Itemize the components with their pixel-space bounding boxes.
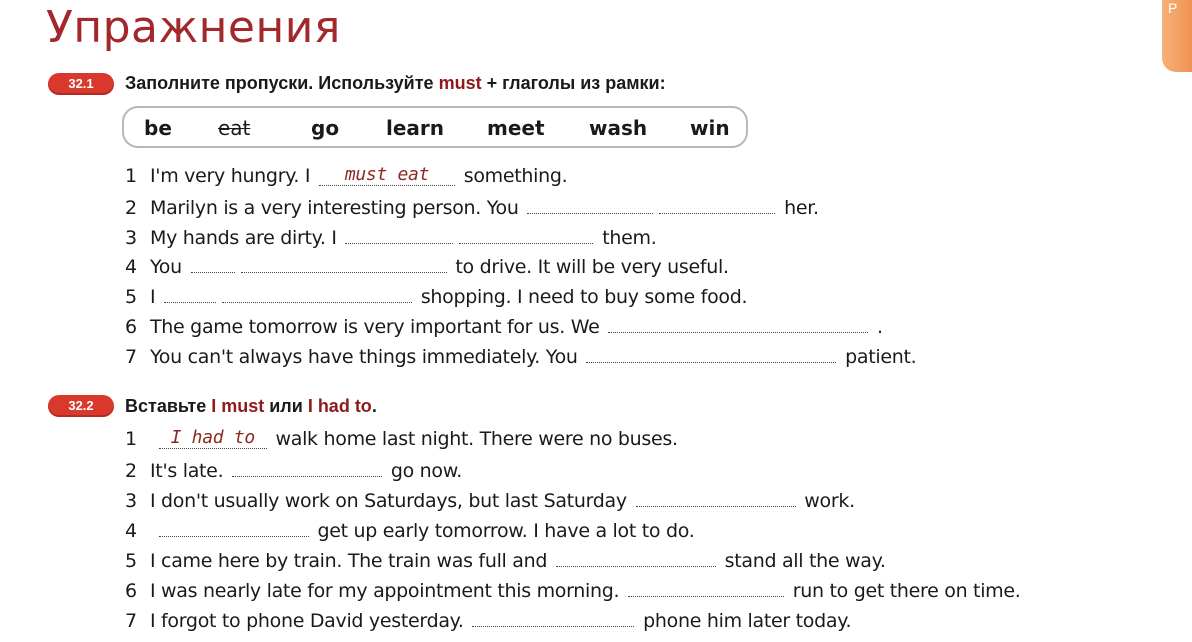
instruction-text: . bbox=[371, 396, 377, 416]
answer-blank[interactable] bbox=[164, 284, 216, 303]
line-text: patient. bbox=[845, 346, 917, 368]
line-number: 4 bbox=[125, 256, 137, 278]
line-text: I don't usually work on Saturdays, but last Saturday bbox=[150, 490, 627, 512]
line-text: walk home last night. There were no buses. bbox=[275, 428, 678, 450]
answer-blank[interactable] bbox=[628, 578, 784, 597]
exercise-line-1-6 bbox=[125, 314, 883, 338]
line-text: You bbox=[150, 256, 182, 278]
line-number: 7 bbox=[125, 346, 137, 368]
line-text: You can't always have things immediately. You bbox=[150, 346, 578, 368]
line-text: phone him later today. bbox=[643, 610, 852, 632]
word-box bbox=[122, 106, 748, 148]
line-number: 1 bbox=[125, 428, 137, 450]
answer-blank[interactable] bbox=[191, 254, 235, 273]
exercise-number-badge: 32.1 bbox=[48, 73, 114, 95]
line-text: I came here by train. The train was full and bbox=[150, 550, 548, 572]
answer-blank[interactable] bbox=[232, 458, 382, 477]
line-text: I forgot to phone David yesterday. bbox=[150, 610, 464, 632]
line-text: . bbox=[877, 316, 883, 338]
exercise-line-2-4 bbox=[125, 518, 694, 542]
side-tab bbox=[1162, 0, 1192, 72]
instruction-highlight: I must bbox=[211, 396, 265, 416]
exercise-number-badge: 32.2 bbox=[48, 395, 114, 417]
line-text: work. bbox=[804, 490, 855, 512]
line-text: them. bbox=[602, 227, 657, 249]
line-text: My hands are dirty. I bbox=[150, 227, 337, 249]
word-be: be bbox=[144, 116, 172, 140]
word-learn: learn bbox=[386, 116, 445, 140]
answer-blank[interactable] bbox=[222, 284, 412, 303]
answer-blank[interactable] bbox=[556, 548, 716, 567]
answer-blank[interactable] bbox=[345, 225, 453, 244]
line-text: The game tomorrow is very important for us. We bbox=[150, 316, 600, 338]
line-text: something. bbox=[463, 165, 568, 187]
line-number: 6 bbox=[125, 580, 137, 602]
word-meet: meet bbox=[487, 116, 545, 140]
instruction-text: + глаголы из рамки: bbox=[481, 73, 666, 93]
line-number: 5 bbox=[125, 286, 137, 308]
exercise-line-1-3 bbox=[125, 225, 656, 249]
instruction-text: Вставьте bbox=[125, 396, 212, 416]
instruction-highlight: must bbox=[438, 73, 482, 93]
instruction-text: или bbox=[264, 396, 308, 416]
line-text: her. bbox=[784, 197, 819, 219]
line-text: run to get there on time. bbox=[792, 580, 1021, 602]
page-title: Упражнения bbox=[46, 2, 341, 53]
exercise-instruction bbox=[125, 73, 666, 94]
line-number: 3 bbox=[125, 490, 137, 512]
line-text: shopping. I need to buy some food. bbox=[420, 286, 748, 308]
line-text: go now. bbox=[390, 460, 462, 482]
exercise-instruction bbox=[125, 396, 377, 417]
exercise-line-2-5 bbox=[125, 548, 886, 572]
exercise-line-1-2 bbox=[125, 195, 819, 219]
answer-blank[interactable] bbox=[659, 195, 775, 214]
line-text: to drive. It will be very useful. bbox=[455, 256, 729, 278]
answer-blank[interactable] bbox=[472, 608, 634, 627]
exercise-line-2-3 bbox=[125, 488, 855, 512]
exercise-line-1-4 bbox=[125, 254, 729, 278]
line-number: 5 bbox=[125, 550, 137, 572]
filled-answer: I had to bbox=[159, 427, 267, 449]
exercise-line-2-2 bbox=[125, 458, 462, 482]
line-number: 1 bbox=[125, 165, 137, 187]
line-text: Marilyn is a very interesting person. You bbox=[150, 197, 519, 219]
word-go: go bbox=[311, 116, 340, 140]
word-wash: wash bbox=[589, 116, 648, 140]
instruction-text: Заполните пропуски. Используйте bbox=[125, 73, 439, 93]
exercise-line-1-1 bbox=[125, 165, 567, 188]
line-number: 3 bbox=[125, 227, 137, 249]
line-text: stand all the way. bbox=[724, 550, 886, 572]
filled-answer: must eat bbox=[319, 164, 455, 186]
exercise-line-2-1 bbox=[125, 428, 678, 451]
line-number: 2 bbox=[125, 197, 137, 219]
line-text: I bbox=[150, 286, 156, 308]
line-number: 6 bbox=[125, 316, 137, 338]
line-text: I'm very hungry. I bbox=[150, 165, 311, 187]
exercise-line-1-7 bbox=[125, 344, 916, 368]
answer-blank[interactable] bbox=[586, 344, 836, 363]
line-text: get up early tomorrow. I have a lot to do. bbox=[317, 520, 695, 542]
side-tab-letter: P bbox=[1168, 0, 1178, 16]
answer-blank[interactable] bbox=[636, 488, 796, 507]
line-number: 4 bbox=[125, 520, 137, 542]
word-eat-struck: eat bbox=[218, 116, 251, 140]
answer-blank[interactable] bbox=[527, 195, 653, 214]
exercise-line-2-6 bbox=[125, 578, 1021, 602]
line-number: 2 bbox=[125, 460, 137, 482]
instruction-highlight: I had to bbox=[307, 396, 372, 416]
answer-blank[interactable] bbox=[159, 518, 309, 537]
word-win: win bbox=[690, 116, 730, 140]
exercise-line-2-7 bbox=[125, 608, 851, 632]
answer-blank[interactable] bbox=[608, 314, 868, 333]
line-text: I was nearly late for my appointment this morning. bbox=[150, 580, 620, 602]
answer-blank[interactable] bbox=[459, 225, 593, 244]
answer-blank[interactable] bbox=[241, 254, 447, 273]
line-number: 7 bbox=[125, 610, 137, 632]
line-text: It's late. bbox=[150, 460, 224, 482]
exercise-line-1-5 bbox=[125, 284, 747, 308]
